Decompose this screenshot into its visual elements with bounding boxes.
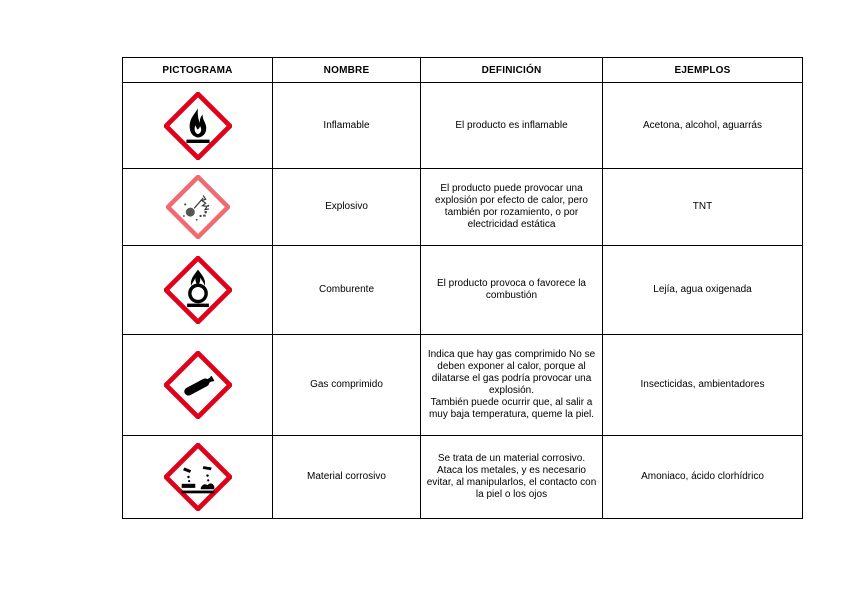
header-definicion: DEFINICIÓN [421, 58, 603, 83]
header-nombre: NOMBRE [273, 58, 421, 83]
pictogram-cell [123, 246, 273, 335]
hazard-definition-text: Indica que hay gas comprimido No se deben exponer al calor, porque al dilatarse el gas podría provocar una explosión. También puede ocurrir que, al salir a muy baja temperatura, queme la piel. [427, 349, 596, 420]
table-header-row [123, 58, 803, 83]
table-row [123, 246, 803, 335]
hazard-definition: El producto puede provocar una explosión por efecto de calor, pero también por rozamiento, o por electricidad estática [421, 169, 603, 246]
hazard-examples: Acetona, alcohol, aguarrás [603, 83, 803, 169]
hazard-name: Gas comprimido [273, 335, 421, 436]
hazard-definition: Se trata de un material corrosivo. Ataca los metales, y es necesario evitar, al manipularlos, el contacto con la piel o los ojos [421, 436, 603, 519]
table-row [123, 436, 803, 519]
hazard-name: Comburente [273, 246, 421, 335]
hazard-definition: El producto provoca o favorece la combustión [421, 246, 603, 335]
hazard-name: Inflamable [273, 83, 421, 169]
table-row [123, 169, 803, 246]
hazard-examples: Amoniaco, ácido clorhídrico [603, 436, 803, 519]
hazard-examples: Lejía, agua oxigenada [603, 246, 803, 335]
hazard-definition: El producto es inflamable [421, 83, 603, 169]
header-ejemplos: EJEMPLOS [603, 58, 803, 83]
pictogram-cell [123, 436, 273, 519]
flame-over-circle-icon [164, 256, 232, 324]
pictogram-cell [123, 169, 273, 246]
pictogram-cell [123, 83, 273, 169]
table-row [123, 83, 803, 169]
flame-icon [164, 92, 232, 160]
pictogram-cell [123, 335, 273, 436]
hazard-examples: TNT [603, 169, 803, 246]
header-pictograma: PICTOGRAMA [123, 58, 273, 83]
gas-cylinder-icon [164, 351, 232, 419]
table-row [123, 335, 803, 436]
exploding-bomb-icon [166, 175, 230, 239]
hazard-name: Explosivo [273, 169, 421, 246]
corrosion-icon [164, 443, 232, 511]
hazard-name: Material corrosivo [273, 436, 421, 519]
hazard-examples: Insecticidas, ambientadores [603, 335, 803, 436]
hazard-definition [421, 335, 603, 436]
hazard-pictogram-table [122, 57, 803, 519]
